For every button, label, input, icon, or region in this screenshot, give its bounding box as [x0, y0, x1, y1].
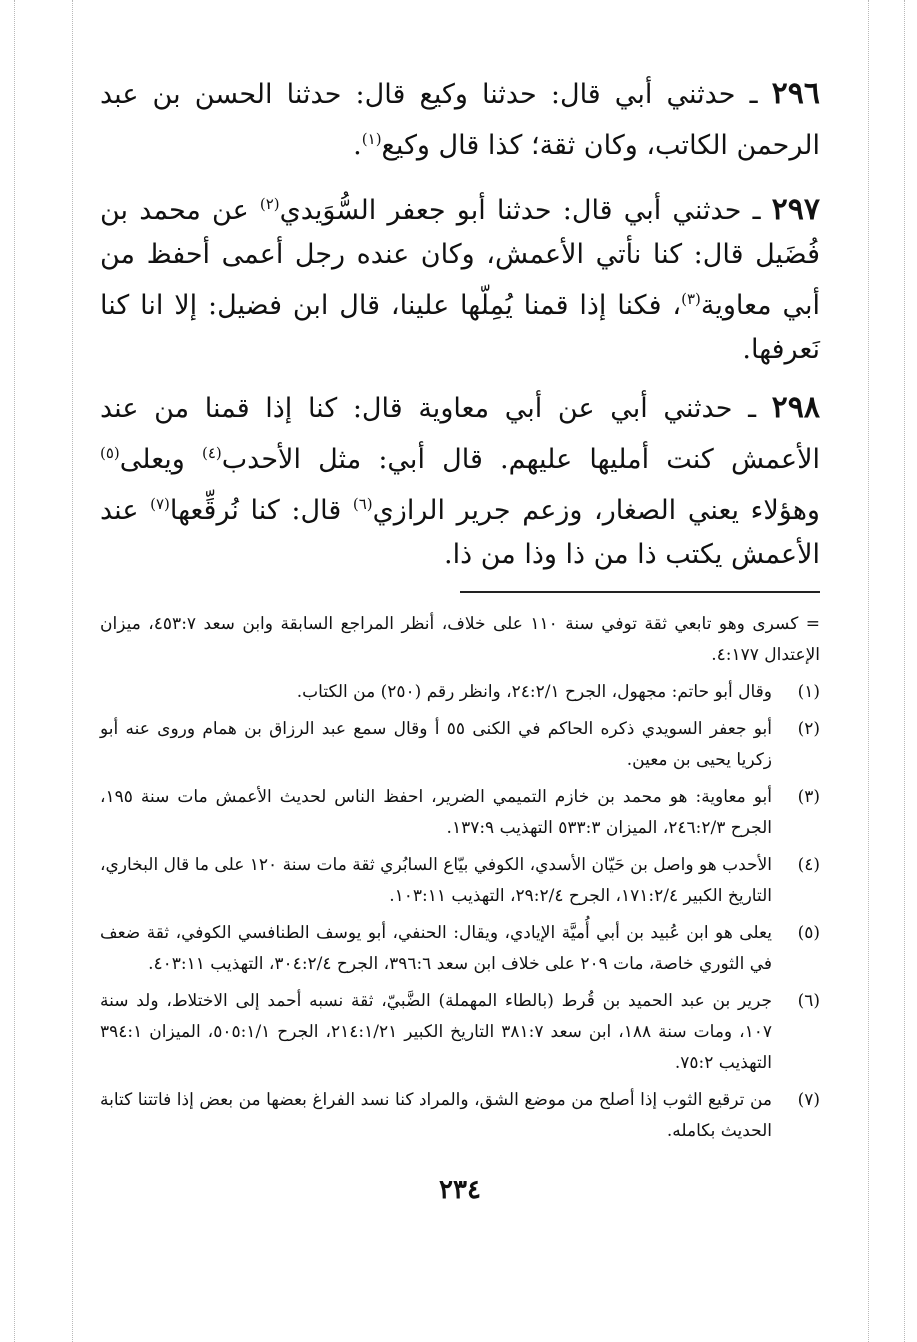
footnote-text: الأحدب هو واصل بن حَيّان الأسدي، الكوفي بيّاع السابُري ثقة مات سنة ١٢٠ على ما قال البخاري، التاريخ الكبير ١٧١:٢/٤، الجرح ٢٩:٢/٤، التهذيب ١٠٣:١١. — [100, 855, 772, 906]
entry-dash: ـ — [748, 393, 756, 424]
entry-text: حدثني أبي قال: حدثنا وكيع قال: حدثنا الحسن بن عبد الرحمن الكاتب، وكان ثقة؛ كذا قال وكيع — [100, 79, 820, 161]
entry-text: وهؤلاء يعني الصغار، وزعم جرير الرازي — [372, 495, 820, 526]
entry-text: حدثني أبي عن أبي معاوية قال: كنا إذا قمنا من عند الأعمش كنت أمليها عليهم. قال أبي: مثل الأحدب — [100, 393, 820, 475]
hadith-entry-297 — [100, 182, 820, 372]
entry-dash: ـ — [752, 195, 761, 226]
footnote-ref: (٥) — [100, 444, 120, 462]
footnote-marker: (٤) — [797, 855, 820, 875]
book-page — [100, 72, 820, 1205]
entry-text: عند الأعمش يكتب ذا من ذا وذا من ذا. — [100, 495, 820, 570]
footnote-marker: (٢) — [797, 719, 820, 739]
footnote-text: وقال أبو حاتم: مجهول، الجرح ٢٤:٢/١، وانظر رقم (٢٥٠) من الكتاب. — [296, 682, 772, 702]
footnote-7 — [100, 1085, 820, 1147]
footnote-2 — [100, 714, 820, 776]
footnote-marker: (٦) — [797, 991, 820, 1011]
footnote-1 — [100, 677, 820, 708]
margin-guide — [904, 0, 905, 1342]
entry-number: ٢٩٦ — [771, 76, 820, 111]
footnote-ref: (٢) — [259, 195, 280, 213]
footnote-ref: (١) — [361, 130, 382, 148]
page-number: ٢٣٤ — [439, 1175, 481, 1205]
footnote-ref: (٧) — [150, 495, 170, 513]
hadith-entry-298 — [100, 386, 820, 577]
margin-guide — [868, 0, 869, 1342]
entry-text: . — [353, 130, 362, 161]
footnote-continuation — [100, 609, 820, 671]
footnote-4 — [100, 850, 820, 912]
footnote-ref: (٣) — [681, 290, 701, 308]
entry-text: عن محمد بن فُضَيل قال: كنا نأتي الأعمش، وكان عنده رجل أعمى أحفظ من أبي معاوية — [100, 195, 820, 321]
footnote-text: يعلى هو ابن عُبيد بن أبي أُميَّة الإيادي، ويقال: الحنفي، أبو يوسف الطنافسي الكوفي، ثقة ضعف في الثوري خاصة، مات ٢٠٩ على خلاف ابن سعد ٣٩٦:٦، الجرح ٣٠٤:٢/٤، التهذيب ٤٠٣:١١. — [100, 923, 772, 974]
margin-guide — [72, 0, 73, 1342]
entry-number: ٢٩٨ — [771, 390, 820, 425]
entry-text: حدثني أبي قال: حدثنا أبو جعفر السُّوَيدي — [279, 195, 742, 226]
margin-guide — [14, 0, 15, 1342]
footnote-marker: (٧) — [797, 1090, 820, 1110]
footnote-5 — [100, 918, 820, 980]
footnote-3 — [100, 782, 820, 844]
entry-dash: ـ — [749, 79, 758, 110]
footnote-text: من ترقيع الثوب إذا أصلح من موضع الشق، والمراد كنا نسد الفراغ بعضها من بعض إذا فاتتنا كتابة الحديث بكامله. — [100, 1090, 772, 1141]
footnote-text: أبو معاوية: هو محمد بن خازم التميمي الضرير، احفظ الناس لحديث الأعمش مات سنة ١٩٥، الجرح ٢٤٦:٢/٣، الميزان ٥٣٣:٣ التهذيب ١٣٧:٩. — [100, 787, 772, 838]
footnote-6 — [100, 986, 820, 1079]
footnote-separator — [460, 591, 820, 593]
footnote-text: = كسرى وهو تابعي ثقة توفي سنة ١١٠ على خلاف، أنظر المراجع السابقة وابن سعد ٤٥٣:٧، ميزان الإعتدال ٤:١٧٧. — [100, 614, 821, 665]
hadith-entry-296 — [100, 72, 820, 168]
footnote-ref: (٦) — [352, 495, 373, 513]
entry-number: ٢٩٧ — [771, 192, 820, 227]
footnote-ref: (٤) — [201, 444, 222, 462]
entry-text: قال: كنا نُرقِّعها — [169, 495, 342, 526]
entry-text: ويعلى — [119, 444, 185, 475]
footnote-text: جرير بن عبد الحميد بن قُرط (بالطاء المهملة) الضَّبيّ، ثقة نسبه أحمد إلى الاختلاط، ولد سنة ١٠٧، ومات سنة ١٨٨، ابن سعد ٣٨١:٧ التاريخ الكبير ٢١٤:١/٢١، الجرح ٥٠٥:١/١، الميزان ٣٩٤:١ التهذيب ٧٥:٢. — [100, 991, 773, 1073]
entry-text: ، فكنا إذا قمنا يُمِلّها علينا، قال ابن فضيل: إلا انا كنا نَعرفها. — [100, 290, 820, 365]
footnote-text: أبو جعفر السويدي ذكره الحاكم في الكنى ٥٥ أ وقال سمع عبد الرزاق بن همام وروى عنه أبو زكريا يحيى بن معين. — [100, 719, 772, 770]
footnote-marker: (٥) — [797, 923, 820, 943]
footnote-marker: (٣) — [797, 787, 820, 807]
footnote-marker: (١) — [797, 682, 820, 702]
